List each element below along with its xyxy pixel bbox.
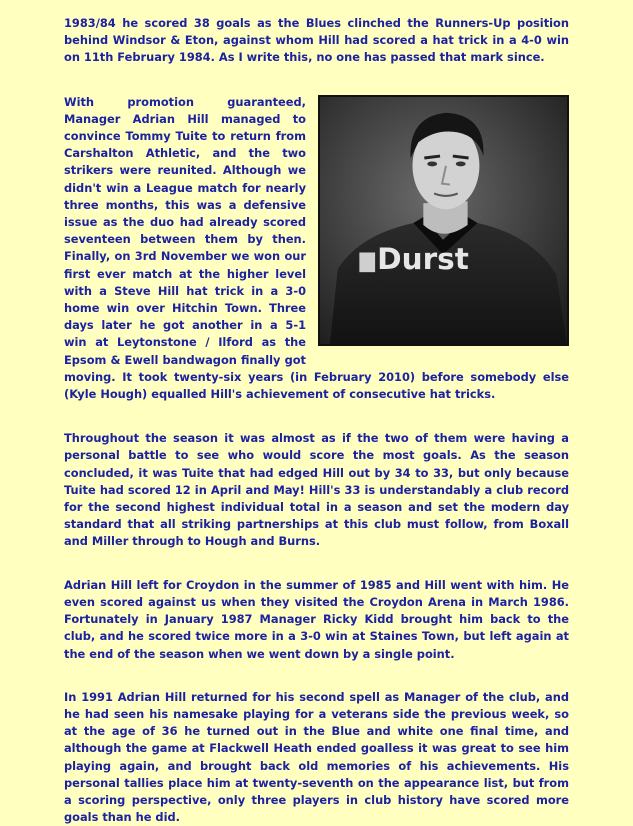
paragraph-promotion: With promotion guaranteed, Manager Adrian Hill managed to convince Tommy Tuite to return from Carshalton Athletic, and the two strikers were reunited. Although we didn't win a League match for nearly three months, this was a defensive issue as the duo had already scored seventeen between them by then. Finally, on 3rd November we won our first ever match at the higher level with a Steve Hill hat trick in a 3-0 home win over Hitchin Town. Three days later he got another in a 5-1 win at Leytonstone / Ilford as the Epsom & Ewell bandwagon finally got moving. It took twenty-six years (in February 2010) before somebody else (Kyle Hough) equalled Hill's achievement of consecutive hat tricks. [64, 94, 569, 402]
player-photo [318, 95, 569, 346]
paragraph-intro: 1983/84 he scored 38 goals as the Blues clinched the Runners-Up position behind Windsor & Eton, against whom Hill had scored a hat trick in a 4-0 win on 11th February 1984. As I write this, no one has passed that mark since. [64, 16, 569, 65]
paragraph-season-battle: Throughout the season it was almost as if the two of them were having a personal battle to see who would score the most goals. As the season concluded, it was Tuite that had edged Hill out by 34 to 33, but only because Tuite had scored 12 in April and May! Hill's 33 is understandably a club record for the second highest individual total in a season and set the modern day standard that all striking partnerships at this club must follow, from Boxall and Miller through to Hough and Burns. [64, 431, 569, 549]
player-photo-image [320, 97, 567, 344]
paragraph-croydon: Adrian Hill left for Croydon in the summer of 1985 and Hill went with him. He even scored against us when they visited the Croydon Arena in March 1986. Fortunately in January 1987 Manager Ricky Kidd brought him back to the club, and he scored twice more in a 3-0 win at Staines Town, but left again at the end of the season when we went down by a single point. [64, 577, 569, 661]
shirt-sponsor-text: Durst [377, 241, 469, 276]
paragraph-return-1991: In 1991 Adrian Hill returned for his second spell as Manager of the club, and he had seen his namesake playing for a veterans side the previous week, so at the age of 36 he turned out in the Blue and white one final time, and although the game at Flackwell Heath ended goalless it was great to see him playing again, and brought back old memories of his achievements. His personal tallies place him at twenty-seventh on the appearance list, but from a scoring perspective, only three players in club history have scored more goals than he did. [64, 689, 569, 825]
